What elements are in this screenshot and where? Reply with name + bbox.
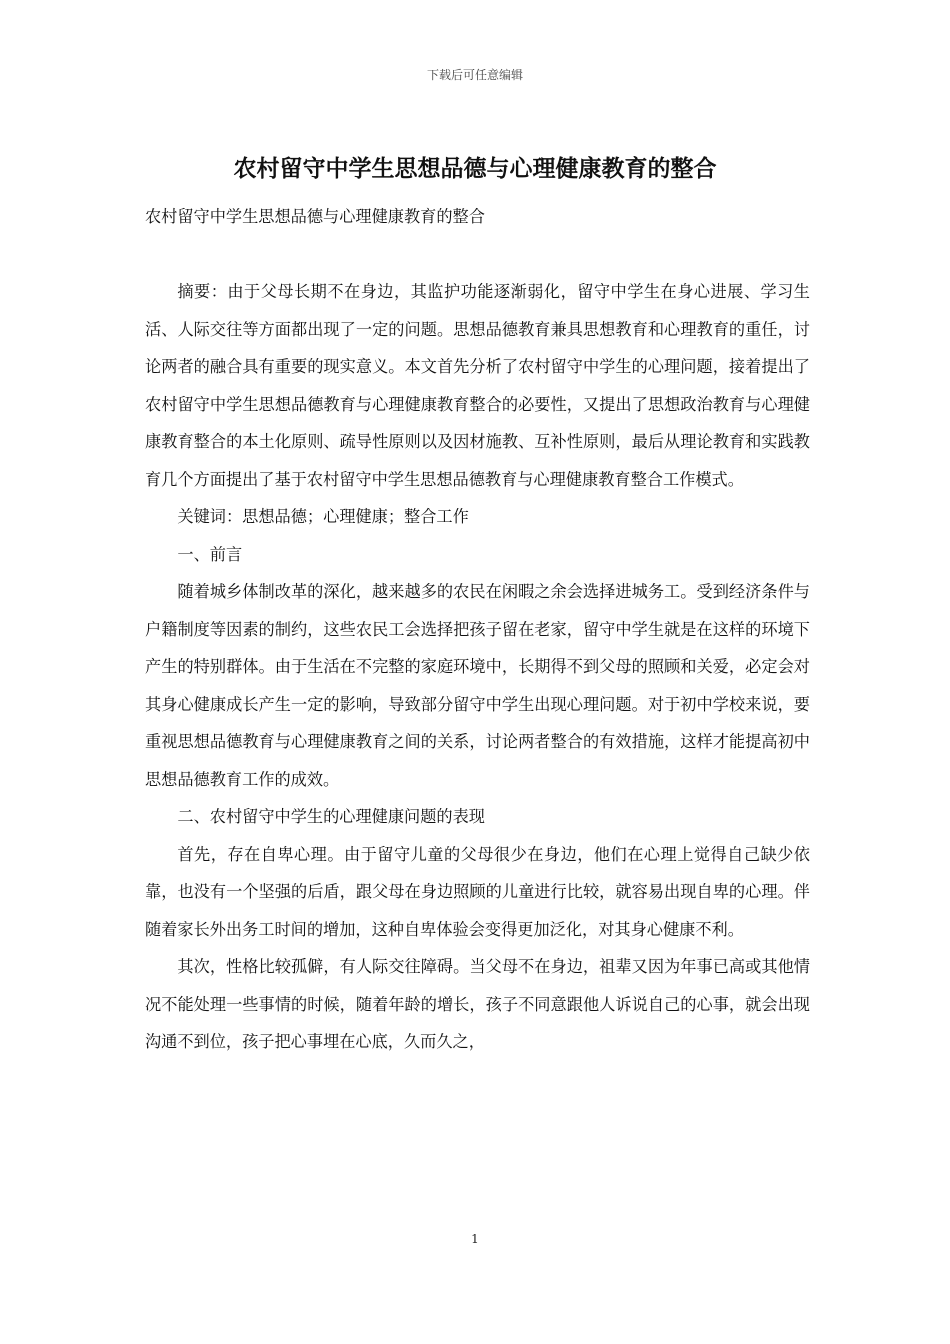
document-body — [145, 198, 810, 1061]
document-title: 农村留守中学生思想品德与心理健康教育的整合 — [233, 156, 717, 182]
keywords-paragraph: 关键词：思想品德；心理健康；整合工作 — [177, 507, 469, 526]
body-paragraph: 其次，性格比较孤僻，有人际交往障碍。当父母不在身边，祖辈又因为年事已高或其他情况不能处理一些事情的时候，随着年龄的增长，孩子不同意跟他人诉说自己的心事，就会出现沟通不到位，孩子把心事埋在心底，久而久之， — [145, 957, 810, 1051]
section-heading-2: 二、农村留守中学生的心理健康问题的表现 — [177, 807, 485, 826]
page-number: 1 — [471, 1232, 479, 1246]
abstract-paragraph: 摘要：由于父母长期不在身边，其监护功能逐渐弱化，留守中学生在身心进展、学习生活、人际交往等方面都出现了一定的问题。思想品德教育兼具思想教育和心理教育的重任，讨论两者的融合具有重要的现实意义。本文首先分析了农村留守中学生的心理问题，接着提出了农村留守中学生思想品德教育与心理健康教育整合的必要性，又提出了思想政治教育与心理健康教育整合的本土化原则、疏导性原则以及因材施教、互补性原则，最后从理论教育和实践教育几个方面提出了基于农村留守中学生思想品德教育与心理健康教育整合工作模式。 — [145, 282, 810, 489]
section-heading-1: 一、前言 — [177, 544, 243, 564]
body-paragraph: 随着城乡体制改革的深化，越来越多的农民在闲暇之余会选择进城务工。受到经济条件与户籍制度等因素的制约，这些农民工会选择把孩子留在老家，留守中学生就是在这样的环境下产生的特别群体。由于生活在不完整的家庭环境中，长期得不到父母的照顾和关爱，必定会对其身心健康成长产生一定的影响，导致部分留守中学生出现心理问题。对于初中学校来说，要重视思想品德教育与心理健康教育之间的关系，讨论两者整合的有效措施，这样才能提高初中思想品德教育工作的成效。 — [145, 582, 810, 789]
page-header: 下载后可任意编辑 — [426, 68, 523, 82]
document-subtitle: 农村留守中学生思想品德与心理健康教育的整合 — [145, 207, 485, 226]
body-paragraph: 首先，存在自卑心理。由于留守儿童的父母很少在身边，他们在心理上觉得自己缺少依靠，也没有一个坚强的后盾，跟父母在身边照顾的儿童进行比较，就容易出现自卑的心理。伴随着家长外出务工时间的增加，这种自卑体验会变得更加泛化，对其身心健康不利。 — [145, 844, 810, 939]
